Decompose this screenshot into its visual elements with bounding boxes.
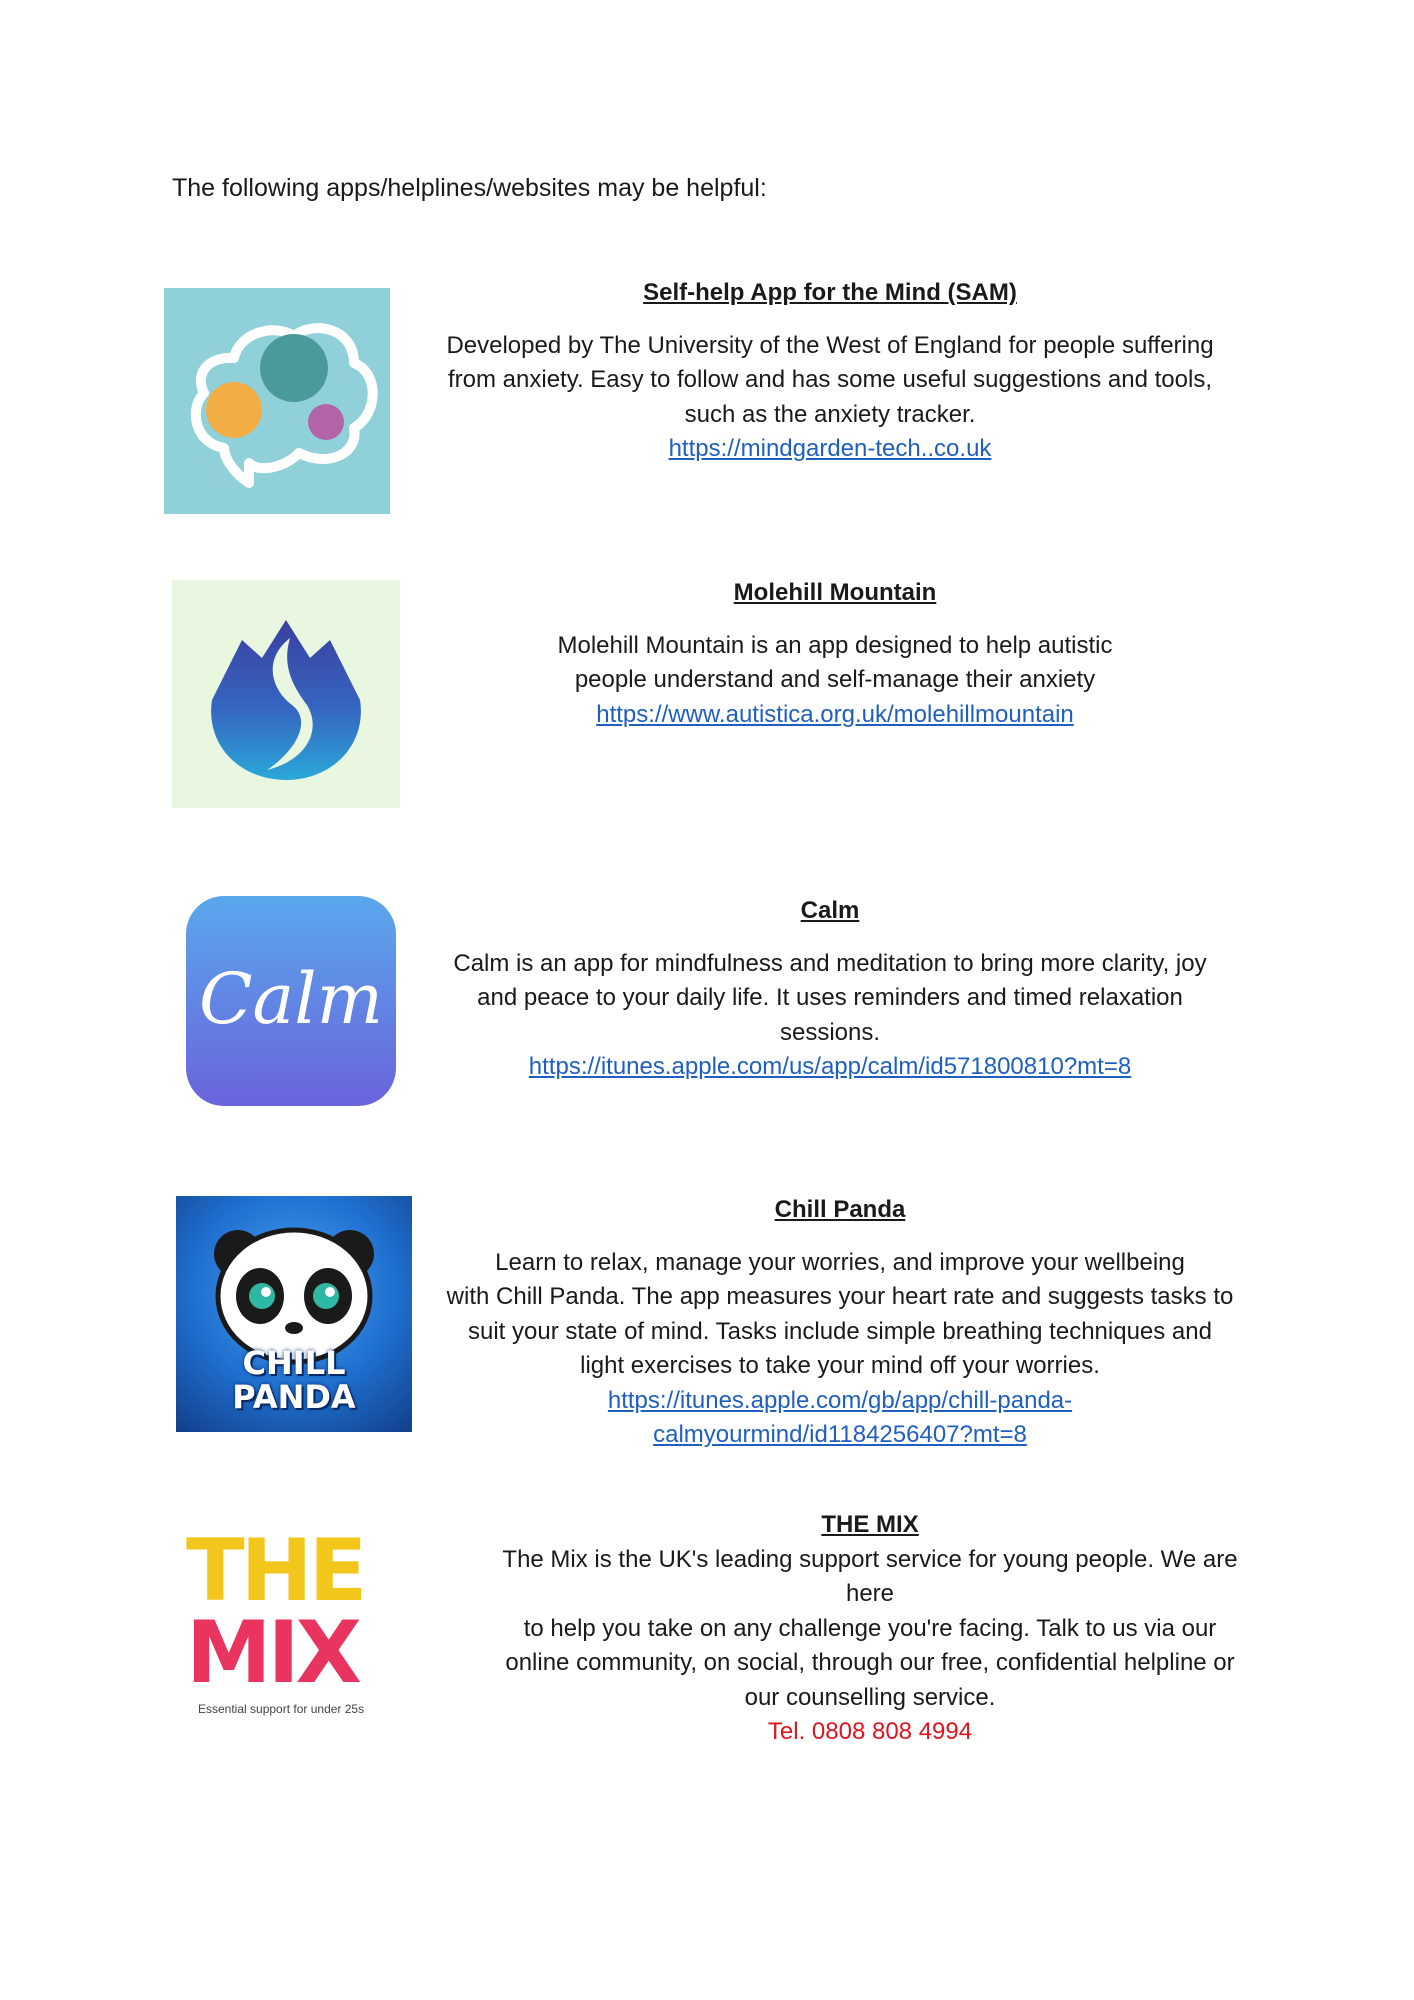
intro-text: The following apps/helplines/websites may be helpful: — [172, 174, 767, 202]
mountain-river-icon — [172, 580, 400, 808]
sam-content — [420, 276, 1240, 467]
sam-description: Developed by The University of the West of England for people suffering from anxiety. Easy to follow and has some useful suggestions and tools, such as the anxiety tracker. — [446, 331, 1214, 428]
calm-logo — [186, 896, 396, 1106]
molehill-mountain-description: Molehill Mountain is an app designed to help autistic people understand and self-manage their anxiety — [557, 631, 1113, 693]
molehill-mountain-logo — [172, 580, 400, 808]
chill-panda-description: Learn to relax, manage your worries, and improve your wellbeing with Chill Panda. The app measures your heart rate and suggests tasks to suit your state of mind. Tasks include simple breathing techniques and light exercises to take your mind off your worries. — [446, 1248, 1234, 1379]
calm-title: Calm — [800, 897, 860, 924]
the-mix-telephone[interactable]: Tel. 0808 808 4994 — [767, 1718, 973, 1745]
chill-panda-link[interactable]: https://itunes.apple.com/gb/app/chill-panda- calmyourmind/id1184256407?mt=8 — [607, 1386, 1073, 1448]
calm-link[interactable]: https://itunes.apple.com/us/app/calm/id571800810?mt=8 — [528, 1053, 1132, 1080]
sam-link[interactable]: https://mindgarden-tech..co.uk — [668, 435, 992, 462]
chill-panda-content — [430, 1193, 1250, 1453]
the-mix-content — [470, 1508, 1270, 1750]
the-mix-tagline: Essential support for under 25s — [198, 1702, 365, 1716]
sam-logo — [164, 288, 390, 514]
chill-panda-title: Chill Panda — [774, 1196, 906, 1223]
the-mix-title: THE MIX — [821, 1511, 919, 1538]
the-mix-logo-wordmark: THE MIX — [186, 1530, 364, 1703]
chill-panda-logo — [176, 1196, 412, 1432]
molehill-mountain-content — [420, 576, 1250, 732]
calm-logo-wordmark: Calm — [198, 958, 384, 1040]
molehill-mountain-title: Molehill Mountain — [733, 579, 937, 606]
molehill-mountain-link[interactable]: https://www.autistica.org.uk/molehillmountain — [596, 700, 1074, 728]
sam-title: Self-help App for the Mind (SAM) — [643, 279, 1017, 306]
speech-bubble-icon — [164, 288, 390, 514]
the-mix-logo — [176, 1530, 416, 1730]
calm-content — [420, 894, 1240, 1085]
the-mix-description: The Mix is the UK's leading support service for young people. We are here to help you take on any challenge you're facing. Talk to us via our online community, on social, through our free, confidential helpline or our counselling service. — [502, 1545, 1238, 1711]
chill-panda-logo-text: CHILL PANDA — [232, 1344, 356, 1416]
calm-description: Calm is an app for mindfulness and meditation to bring more clarity, joy and peace to your daily life. It uses reminders and timed relaxation sessions. — [453, 949, 1207, 1046]
